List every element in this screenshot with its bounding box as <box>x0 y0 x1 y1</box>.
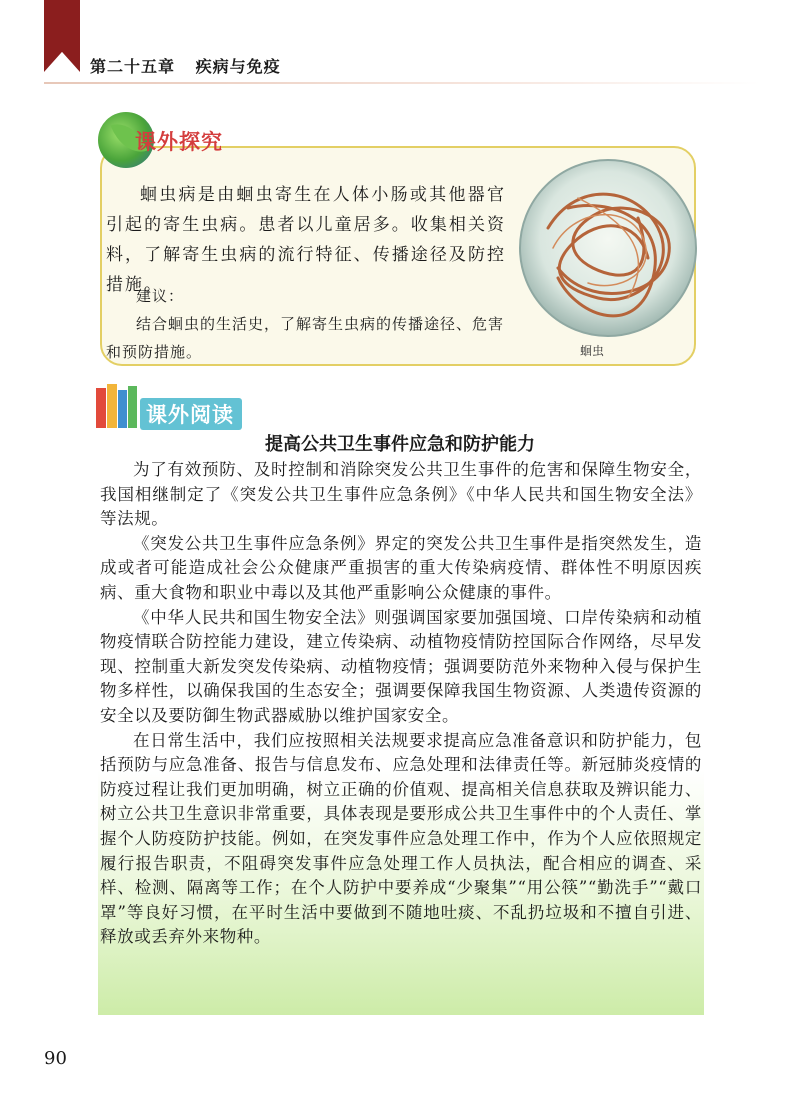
explore-label: 课外探究 <box>135 130 223 154</box>
suggestion-label: 建议： <box>136 287 185 305</box>
reading-body <box>100 458 702 950</box>
chapter-header <box>90 54 281 77</box>
image-caption: 蛔虫 <box>580 344 605 358</box>
reading-paragraph: 在日常生活中，我们应按照相关法规要求提高应急准备意识和防护能力，包括预防与应急准备、报告与信息发布、应急处理和法律责任等。新冠肺炎疫情的防疫过程让我们更加明确，树立正确的价值观、提高相关信息获取及辨识能力、树立公共卫生意识非常重要，具体表现是要形成公共卫生事件中的个人责任、掌握个人防疫防护技能。例如，在突发事件应急处理工作中，作为个人应依照规定履行报告职责，不阻碍突发事件应急处理工作人员执法，配合相应的调查、采样、检测、隔离等工作；在个人防护中要养成“少聚集”“用公筷”“勤洗手”“戴口罩”等良好习惯，在平时生活中要做到不随地吐痰、不乱扔垃圾和不擅自引进、释放或丢弃外来物种。 <box>100 730 702 947</box>
roundworm-image <box>518 158 698 338</box>
header-divider <box>44 82 760 84</box>
reading-title: 提高公共卫生事件应急和防护能力 <box>265 434 535 455</box>
reading-label: 课外阅读 <box>140 398 242 430</box>
chapter-title: 疾病与免疫 <box>195 57 281 76</box>
page-number: 90 <box>44 1048 67 1069</box>
reading-paragraph: 为了有效预防、及时控制和消除突发公共卫生事件的危害和保障生物安全，我国相继制定了《突发公共卫生事件应急条例》《中华人民共和国生物安全法》等法规。 <box>100 460 702 529</box>
chapter-ribbon <box>44 0 80 72</box>
chapter-number: 第二十五章 <box>90 57 176 76</box>
explore-paragraph: 蛔虫病是由蛔虫寄生在人体小肠或其他器官引起的寄生虫病。患者以儿童居多。收集相关资料，了解寄生虫病的流行特征、传播途径及防控措施。 <box>106 185 506 295</box>
reading-paragraph: 《中华人民共和国生物安全法》则强调国家要加强国境、口岸传染病和动植物疫情联合防控能力建设，建立传染病、动植物疫情防控国际合作网络，尽早发现、控制重大新发突发传染病、动植物疫情；强调要防范外来物种入侵与保护生物多样性，以确保我国的生态安全；强调要保障我国生物资源、人类遗传资源的安全以及要防御生物武器威胁以维护国家安全。 <box>100 607 702 725</box>
suggestion-text: 结合蛔虫的生活史，了解寄生虫病的传播途径、危害和预防措施。 <box>106 315 505 361</box>
reading-paragraph: 《突发公共卫生事件应急条例》界定的突发公共卫生事件是指突然发生，造成或者可能造成社会公众健康严重损害的重大传染病疫情、群体性不明原因疾病、重大食物和职业中毒以及其他严重影响公众健康的事件。 <box>100 533 702 602</box>
